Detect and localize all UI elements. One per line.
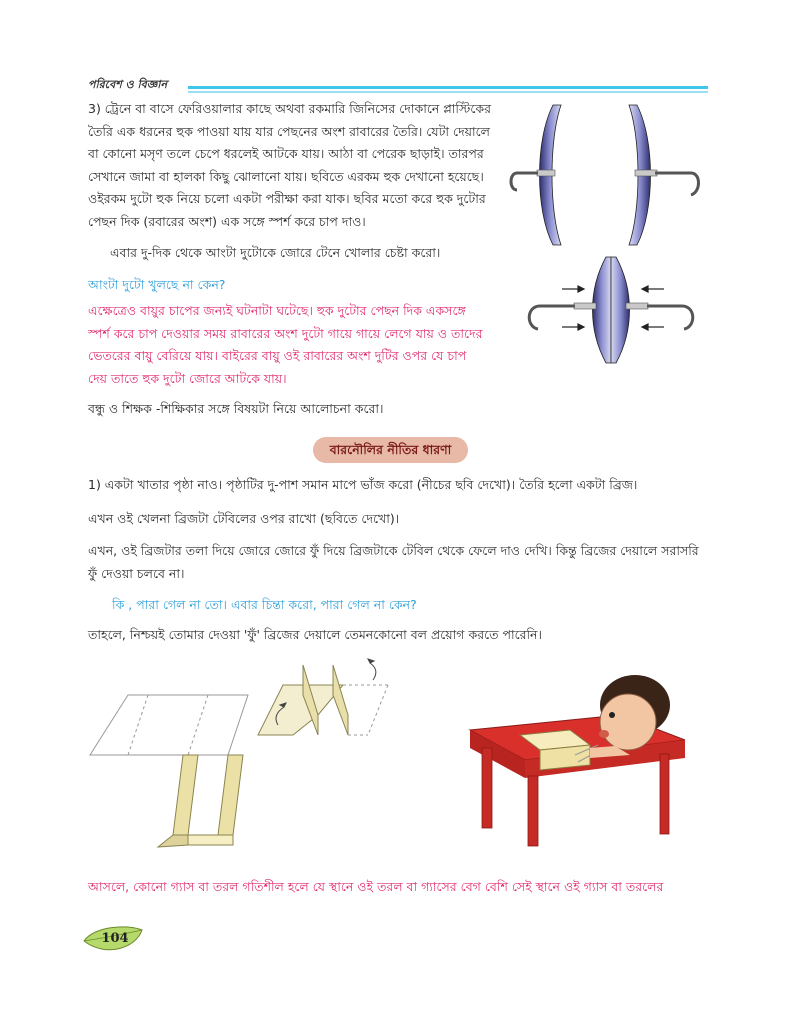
discussion-text: বন্ধু ও শিক্ষক -শিক্ষিকার সঙ্গে বিষয়টা নিয়ে আলোচনা করো। [88,401,384,416]
running-header: পরিবেশ ও বিজ্ঞান [88,78,168,91]
hook-answer [88,300,518,390]
text-line: পেছন দিক (রবারের অংশ) এক সঙ্গে স্পর্শ করে চাপ দাও। [88,213,366,229]
suction-hook-right [629,105,699,245]
step-1-text: 1) একটা খাতার পৃষ্ঠা নাও। পৃষ্ঠাটির দু-পাশ সমান মাপে ভাঁজ করো (নীচের ছবি দেখো)। তৈরি হলো একটা ব্রিজ। [88,477,638,492]
hook-paragraph [88,98,508,233]
step-2-text: এখন ওই খেলনা ব্রিজটা টেবিলের ওপর রাখো (ছবিতে দেখো)। [88,511,400,526]
section-heading-pill: বারনৌলির নীতির ধারণা [313,437,468,463]
step-3-text [88,540,728,585]
conclusion-text: আসলে, কোনো গ্যাস বা তরল গতিশীল হলে যে স্থানে ওই তরল বা গ্যাসের বেগ বেশি সেই স্থানে ওই গ্যাস বা তরলের [88,879,664,894]
joined-hooks-illustration [518,255,708,365]
boy-blowing-illustration [440,650,700,860]
bridge-explanation: তাহলে, নিশ্চয়ই তোমার দেওয়া 'ফুঁ' ব্রিজের দেয়ালে তেমনকোনো বল প্রয়োগ করতে পারেনি। [88,627,542,642]
text-line: এখন, ওই ব্রিজটার তলা দিয়ে জোরে জোরে ফুঁ দিয়ে ব্রিজটাকে টেবিল থেকে ফেলে দাও দেখি। কিন্তু ব্রিজের দেয়ালে সরাসরি [88,543,699,558]
folded-paper-bridge [158,755,243,847]
text-line: 3) ট্রেনে বা বাসে ফেরিওয়ালার কাছে অথবা রকমারি জিনিসের দোকানে প্লাস্টিকের [88,101,492,116]
suction-hook-left [511,105,561,245]
instruction-text: এবার দু-দিক থেকে আংটা দুটোকে জোরে টেনে খোলার চেষ্টা করো। [110,245,441,260]
text-line: তৈরি এক ধরনের হুক পাওয়া যায় যার পেছনের অংশ রাবারের তৈরি। যেটা দেয়ালে [88,123,490,139]
text-line: ভেতরের বায়ু বেরিয়ে যায়। বাইরের বায়ু ওই রাবারের অংশ দুটির ওপর যে চাপ [88,348,467,363]
header-rule [188,86,708,93]
hook-question: আংটা দুটো খুলছে না কেন? [88,277,226,292]
paper-bridge-illustration [88,655,408,850]
text-line: দেয় তাতে হুক দুটো জোরে আটকে যায়। [88,370,287,386]
page-number: 104 [101,931,129,946]
text-line: সেখানে জামা বা হালকা কিছু ঝোলানো যায়। ছবিতে এরকম হুক দেখানো হয়েছে। [88,168,484,184]
text-line: এক্ষেত্রেও বায়ুর চাপের জন্যই ঘটনাটা ঘটেছে। হুক দুটোর পেছন দিক একসঙ্গে [88,303,466,318]
suction-hooks-illustration [505,100,715,250]
text-line: ওইরকম দুটো হুক নিয়ে চলো একটা পরীক্ষা করা যাক। ছবির মতো করে হুক দুটোর [88,191,486,206]
flat-paper-sheet [90,695,248,755]
joined-suction-cups [529,257,693,363]
text-line: বা কোনো মসৃণ তলে চেপে ধরলেই আটকে যায়। আঠা বা পেরেক ছাড়াই। তারপর [88,146,484,161]
bridge-question: কি , পারা গেল না তো। এবার চিন্তা করো, পারা গেল না কেন? [112,597,417,612]
text-line: ফুঁ দেওয়া চলবে না। [88,565,185,581]
text-line: স্পর্শ করে চাপ দেওয়ার সময় রাবারের অংশ দুটো গায়ে গায়ে লেগে যায় ও তাদের [88,325,483,341]
